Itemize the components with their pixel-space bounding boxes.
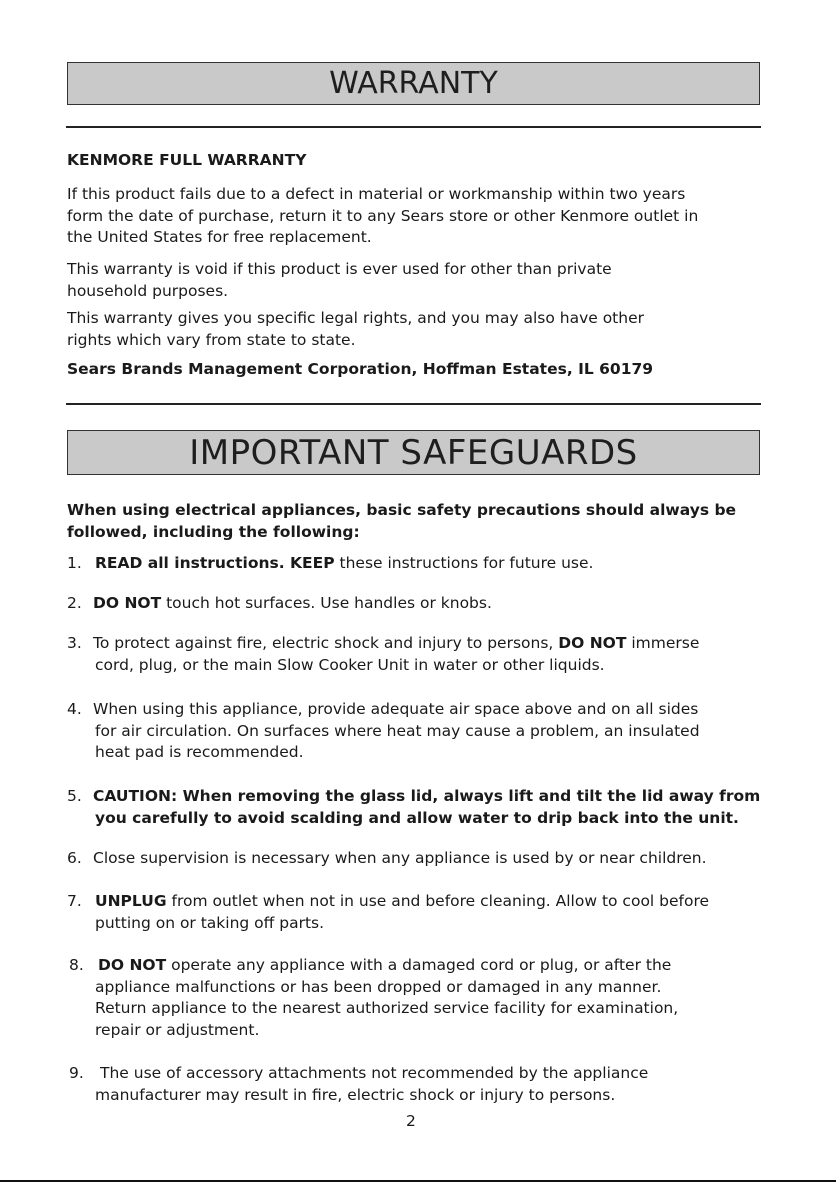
warranty-heading: KENMORE FULL WARRANTY [67,151,307,169]
safeguards-banner: IMPORTANT SAFEGUARDS [67,430,760,475]
safeguards-intro: When using electrical appliances, basic safety precautions should always be followed, including the following: [67,501,737,541]
item-number: 5. [67,787,82,805]
item-text: When using this appliance, provide adequate air space above and on all sides [93,700,699,718]
item-number: 4. [67,700,82,718]
item-text: from outlet when not in use and before cleaning. Allow to cool before [166,892,710,910]
item-number: 1. [67,554,82,572]
item-emphasis: CAUTION: When removing the glass lid, always lift and tilt the lid away from [93,787,761,805]
item-text: The use of accessory attachments not recommended by the appliance [100,1064,649,1082]
item-number: 3. [67,634,82,652]
item-number: 6. [67,849,82,867]
item-text: these instructions for future use. [334,554,594,572]
item-text: Close supervision is necessary when any appliance is used by or near children. [93,849,707,867]
item-emphasis: DO NOT [558,634,627,652]
warranty-address: Sears Brands Management Corporation, Hoffman Estates, IL 60179 [67,360,654,378]
item-number: 9. [69,1064,84,1082]
warranty-paragraph-1: If this product fails due to a defect in material or workmanship within two years form the date of purchase, return it to any Sears store or other Kenmore outlet in the United States for free replacement. [67,185,699,246]
item-continuation: for air circulation. On surfaces where heat may cause a problem, an insulated [95,721,700,740]
item-continuation: Return appliance to the nearest authorized service facility for examination, [95,999,679,1017]
item-emphasis: READ all instructions. KEEP [95,554,335,572]
item-text: operate any appliance with a damaged cord or plug, or after the [166,956,672,974]
item-text: immerse [626,634,700,652]
item-continuation: appliance malfunctions or has been dropped or damaged in any manner. [95,977,662,996]
warranty-paragraph-3: This warranty gives you specific legal rights, and you may also have other rights which vary from state to state. [67,309,644,349]
item-continuation: repair or adjustment. [95,1020,260,1039]
divider [66,403,761,405]
warranty-paragraph-2: This warranty is void if this product is ever used for other than private household purposes. [67,260,612,300]
item-continuation: cord, plug, or the main Slow Cooker Unit in water or other liquids. [95,655,605,674]
item-number: 7. [67,892,82,910]
divider [66,126,761,128]
item-emphasis: UNPLUG [95,892,167,910]
item-number: 8. [69,956,84,974]
item-continuation: heat pad is recommended. [95,743,304,761]
warranty-banner: WARRANTY [67,62,760,105]
item-text: To protect against fire, electric shock and injury to persons, [93,634,559,652]
item-continuation: manufacturer may result in fire, electric shock or injury to persons. [95,1085,616,1104]
item-continuation: you carefully to avoid scalding and allow water to drip back into the unit. [95,809,739,827]
item-number: 2. [67,594,82,612]
item-emphasis: DO NOT [93,594,162,612]
item-emphasis: DO NOT [98,956,167,974]
item-continuation: putting on or taking off parts. [95,913,325,932]
item-text: touch hot surfaces. Use handles or knobs. [161,594,492,612]
page-number: 2 [406,1112,416,1130]
